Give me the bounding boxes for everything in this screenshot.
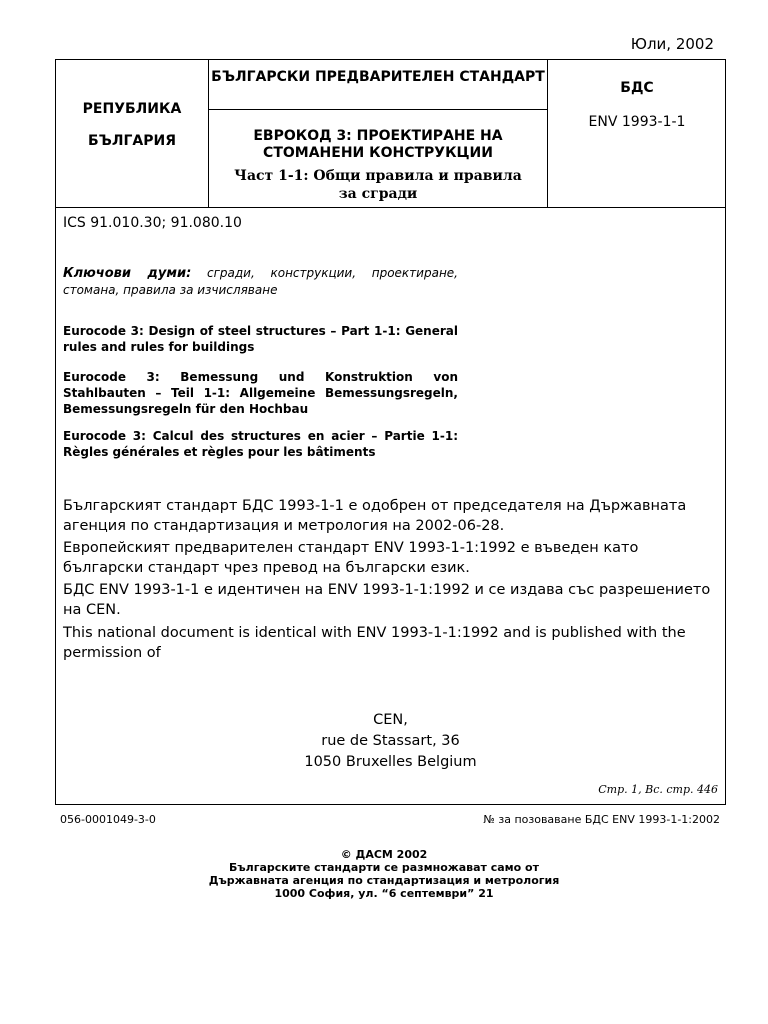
address-line-3: 1050 Bruxelles Belgium xyxy=(304,754,477,770)
code-cell xyxy=(548,60,726,207)
ics-code: ICS 91.010.30; 91.080.10 xyxy=(63,215,242,231)
copyright-notice-2: Държавната агенция по стандартизация и метрология xyxy=(208,874,560,887)
header-divider xyxy=(56,207,725,208)
standard-title: ЕВРОКОД 3: ПРОЕКТИРАНЕ НА СТОМАНЕНИ КОНСТРУКЦИИ xyxy=(253,128,503,161)
copyright-block xyxy=(0,848,768,900)
standard-part: Част 1-1: Общи правила и правила за сгради xyxy=(234,168,522,202)
permission-paragraph: This national document is identical with ENV 1993-1-1:1992 and is published with the permission of xyxy=(63,625,686,661)
keywords-text: сгради, конструкции, проектиране, стомана, правила за изчисляване xyxy=(63,266,458,297)
country-line-1: РЕПУБЛИКА xyxy=(82,101,182,117)
title-english: Eurocode 3: Design of steel structures – Part 1-1: General rules and rules for buildings xyxy=(63,324,458,354)
page-number: Стр. 1, Вс. стр. 446 xyxy=(598,783,718,796)
approval-paragraph: Българският стандарт БДС 1993-1-1 е одобрен от председателя на Държавната агенция по стандартизация и метрология на 2002-06-28. xyxy=(63,498,687,534)
document-date: Юли, 2002 xyxy=(630,35,714,53)
document-code: 056-0001049-3-0 xyxy=(60,813,156,826)
keywords xyxy=(63,265,458,298)
identity-paragraph: БДС ENV 1993-1-1 е идентичен на ENV 1993-1-1:1992 и се издава със разрешението на CEN. xyxy=(63,582,711,618)
title-german: Eurocode 3: Bemessung und Konstruktion von Stahlbauten – Teil 1-1: Allgemeine Bemessungsregeln, Bemessungsregeln für den Hochbau xyxy=(63,370,458,416)
copyright-notice-1: Българските стандарти се размножават само от xyxy=(229,861,539,874)
address-line-2: rue de Stassart, 36 xyxy=(321,733,460,749)
standard-label: БДС xyxy=(620,80,654,96)
country-cell xyxy=(56,60,209,207)
title-french: Eurocode 3: Calcul des structures en acier – Partie 1-1: Règles générales et règles pour les bâtiments xyxy=(63,429,458,459)
title-cell xyxy=(209,60,548,207)
keywords-label: Ключови думи: xyxy=(63,266,192,281)
reference-number: № за позоваване БДС ENV 1993-1-1:2002 xyxy=(483,813,720,826)
country-line-2: БЪЛГАРИЯ xyxy=(88,133,176,149)
address-line-1: CEN, xyxy=(373,712,408,728)
copyright-address: 1000 София, ул. “6 септември” 21 xyxy=(274,887,494,900)
standard-code: ENV 1993-1-1 xyxy=(588,114,686,130)
standard-type: БЪЛГАРСКИ ПРЕДВАРИТЕЛЕН СТАНДАРТ xyxy=(209,60,547,110)
copyright-line: © ДАСМ 2002 xyxy=(340,848,428,861)
introduction-paragraph: Европейският предварителен стандарт ENV 1993-1-1:1992 е въведен като български стандарт чрез превод на български език. xyxy=(63,540,639,576)
standard-frame xyxy=(55,59,726,805)
